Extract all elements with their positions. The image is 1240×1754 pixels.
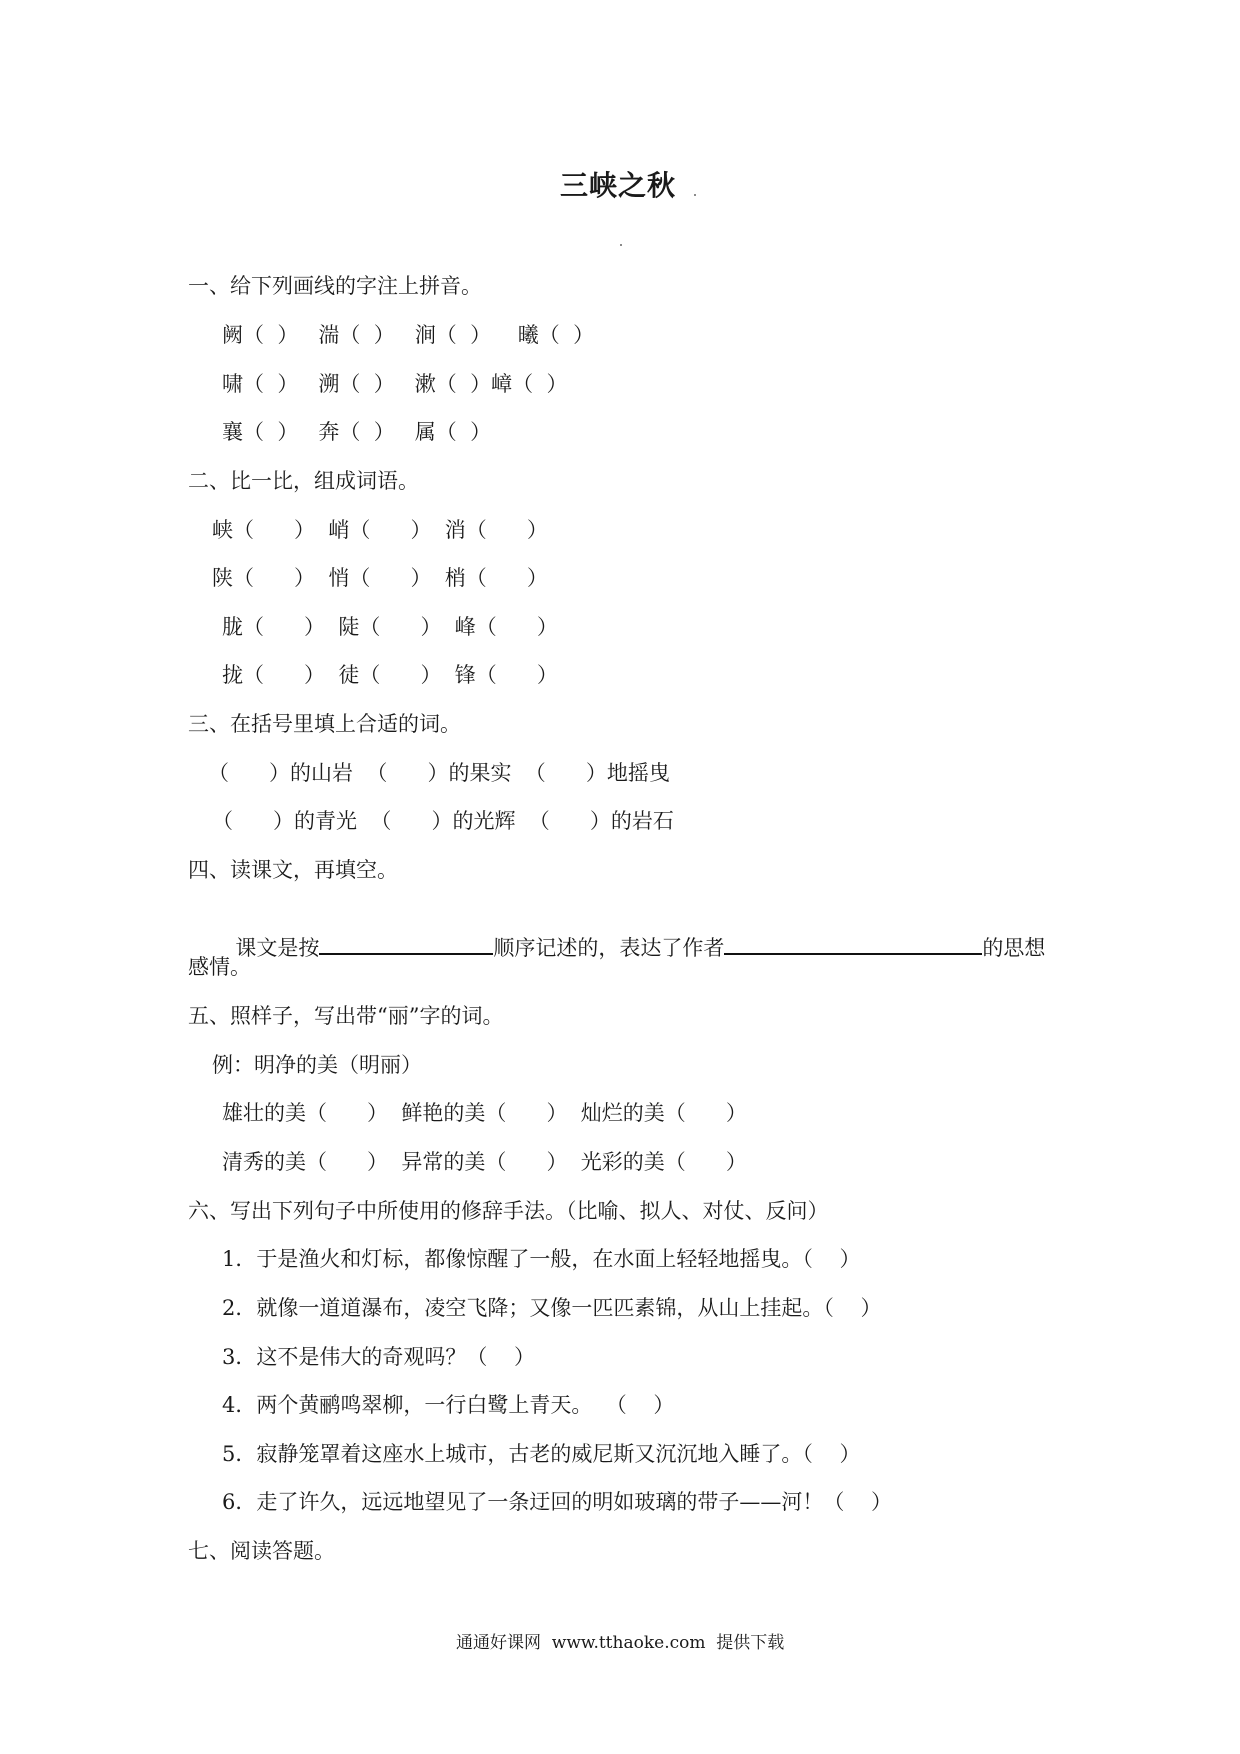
section-4-text-c: 的思想 (982, 936, 1046, 960)
section-3-row-1: （ ）的山岩 （ ）的果实 （ ）地摇曳 (208, 761, 670, 785)
section-6-item: 5．寂静笼罩着这座水上城市，古老的威尼斯又沉沉地入睡了。（ ） (222, 1442, 861, 1466)
answer-blank[interactable] (319, 933, 493, 955)
section-2-row-3: 胧（ ） 陡（ ） 峰（ ） (222, 615, 558, 639)
section-3-row-2: （ ）的青光 （ ）的光辉 （ ）的岩石 (212, 809, 674, 833)
section-1-row-3: 襄（ ） 奔（ ） 属（ ） (222, 420, 492, 444)
section-6-item: 2．就像一道道瀑布，凌空飞降；又像一匹匹素锦，从山上挂起。（ ） (222, 1296, 882, 1320)
section-4-text-d: 感情。 (188, 955, 251, 979)
section-6-item: 4．两个黄鹂鸣翠柳，一行白鹭上青天。 （ ） (222, 1393, 675, 1417)
section-5-example: 例：明净的美（明丽） (212, 1053, 422, 1077)
scan-speck (620, 244, 622, 246)
answer-blank[interactable] (724, 933, 982, 955)
section-1-row-1: 阙（ ） 湍（ ） 涧（ ） 曦（ ） (222, 323, 595, 347)
section-6-item: 1．于是渔火和灯标，都像惊醒了一般，在水面上轻轻地摇曳。（ ） (222, 1247, 861, 1271)
section-7-heading: 七、阅读答题。 (188, 1539, 335, 1563)
section-1-row-2: 啸（ ） 溯（ ） 漱（ ）嶂（ ） (222, 372, 568, 396)
section-6-heading: 六、写出下列句子中所使用的修辞手法。（比喻、拟人、对仗、反问） (188, 1199, 829, 1223)
section-1-heading: 一、给下列画线的字注上拼音。 (188, 274, 482, 298)
scan-speck (694, 194, 696, 196)
section-4-text-a: 课文是按 (235, 936, 320, 960)
section-4-fill-line (222, 905, 1045, 962)
section-5-row-1: 雄壮的美（ ） 鲜艳的美（ ） 灿烂的美（ ） (222, 1101, 747, 1125)
section-4-heading: 四、读课文，再填空。 (188, 858, 398, 882)
section-5-heading: 五、照样子，写出带“丽”字的词。 (188, 1004, 504, 1028)
page-footer: 通通好课网 www.tthaoke.com 提供下载 (456, 1633, 785, 1653)
section-3-heading: 三、在括号里填上合适的词。 (188, 712, 461, 736)
page-title: 三峡之秋 (560, 169, 677, 202)
section-4-text-b: 顺序记述的，表达了作者 (493, 936, 725, 960)
section-2-row-2: 陕（ ） 悄（ ） 梢（ ） (212, 566, 548, 590)
section-2-row-1: 峡（ ） 峭（ ） 消（ ） (212, 518, 548, 542)
section-2-heading: 二、比一比，组成词语。 (188, 469, 419, 493)
section-6-item: 6．走了许久，远远地望见了一条迂回的明如玻璃的带子——河！（ ） (222, 1490, 893, 1514)
section-5-row-2: 清秀的美（ ） 异常的美（ ） 光彩的美（ ） (222, 1150, 747, 1174)
section-2-row-4: 拢（ ） 徒（ ） 锋（ ） (222, 663, 558, 687)
section-6-item: 3．这不是伟大的奇观吗？（ ） (222, 1345, 536, 1369)
